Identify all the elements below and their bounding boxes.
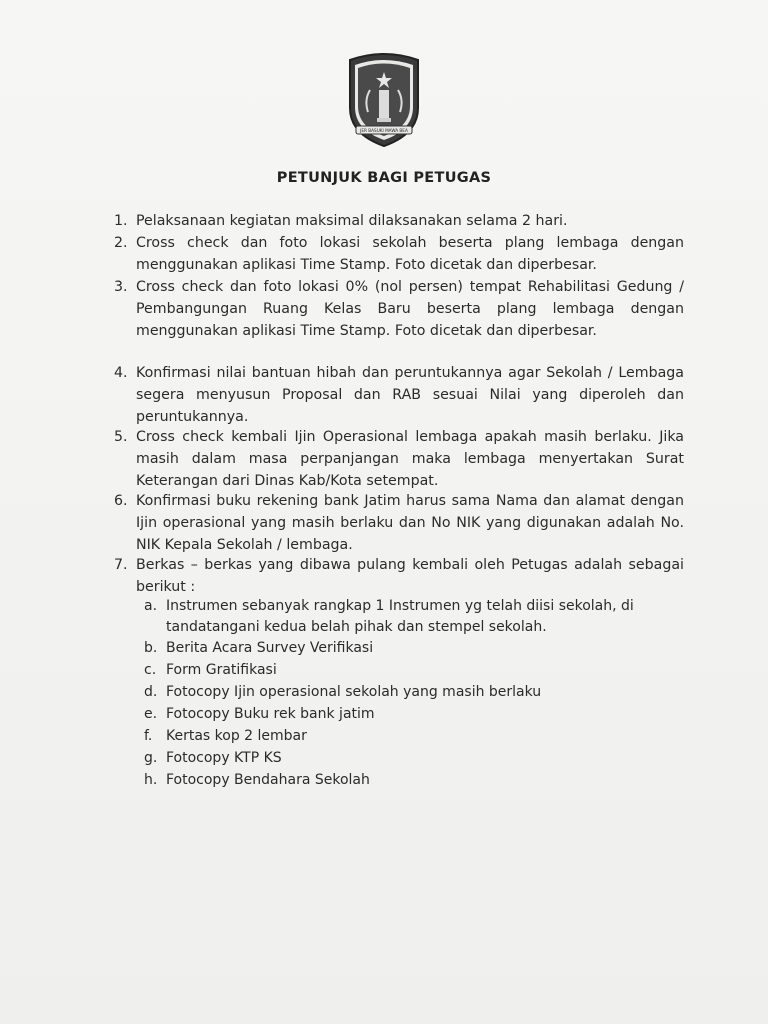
item-text: Cross check kembali Ijin Operasional lembaga apakah masih berlaku. Jika masih dalam masa perpanjangan maka lembaga menyertakan Surat Keterangan dari Dinas Kab/Kota setempat.	[136, 429, 684, 489]
item-number: 5.	[114, 429, 128, 445]
east-java-emblem-icon	[340, 50, 428, 150]
item-text: Berkas – berkas yang dibawa pulang kembali oleh Petugas adalah sebagai berikut :	[136, 557, 684, 595]
item-number: 4.	[114, 365, 128, 381]
sublist-item	[144, 638, 704, 659]
subitem-letter: b.	[144, 640, 158, 656]
sublist-item	[144, 748, 704, 769]
sublist-item	[144, 726, 704, 747]
sublist-item	[144, 704, 704, 725]
item-text: Pelaksanaan kegiatan maksimal dilaksanakan selama 2 hari.	[136, 213, 568, 229]
sublist-item	[144, 682, 704, 703]
list-item	[114, 426, 684, 492]
subitem-letter: f.	[144, 728, 153, 744]
subitem-letter: g.	[144, 750, 158, 766]
item-number: 6.	[114, 493, 128, 509]
list-item	[114, 210, 684, 232]
sublist-item	[144, 596, 704, 638]
item-number: 1.	[114, 213, 128, 229]
list-item	[114, 554, 684, 598]
subitem-text: Fotocopy Ijin operasional sekolah yang masih berlaku	[166, 684, 542, 700]
item-number: 2.	[114, 235, 128, 251]
item-text: Cross check dan foto lokasi 0% (nol persen) tempat Rehabilitasi Gedung / Pembangungan Ruang Kelas Baru beserta plang lembaga dengan menggunakan aplikasi Time Stamp. Foto dicetak dan diperbesar.	[136, 279, 684, 339]
subitem-text: Fotocopy Bendahara Sekolah	[166, 772, 370, 788]
subitem-letter: h.	[144, 772, 158, 788]
subitem-text: Form Gratifikasi	[166, 662, 277, 678]
subitem-letter: a.	[144, 598, 158, 614]
subitem-text: Kertas kop 2 lembar	[166, 728, 307, 744]
sublist-item	[144, 770, 704, 791]
svg-text:JER BASUKI MAWA BEA: JER BASUKI MAWA BEA	[360, 128, 408, 133]
subitem-text: Fotocopy Buku rek bank jatim	[166, 706, 375, 722]
subitem-text: Fotocopy KTP KS	[166, 750, 282, 766]
subitem-letter: e.	[144, 706, 158, 722]
item-number: 7.	[114, 557, 128, 573]
item-text: Cross check dan foto lokasi sekolah beserta plang lembaga dengan menggunakan aplikasi Time Stamp. Foto dicetak dan diperbesar.	[136, 235, 684, 273]
list-item	[114, 490, 684, 556]
subitem-letter: d.	[144, 684, 158, 700]
document-title: PETUNJUK BAGI PETUGAS	[276, 170, 492, 186]
subitem-text: Berita Acara Survey Verifikasi	[166, 640, 374, 656]
subitem-text: Instrumen sebanyak rangkap 1 Instrumen yg telah diisi sekolah, di tandatangani kedua belah pihak dan stempel sekolah.	[166, 598, 634, 635]
list-item	[114, 362, 684, 428]
list-item	[114, 232, 684, 276]
list-item	[114, 276, 684, 342]
item-text: Konfirmasi buku rekening bank Jatim harus sama Nama dan alamat dengan Ijin operasional yang masih berlaku dan No NIK yang digunakan adalah No. NIK Kepala Sekolah / lembaga.	[136, 493, 684, 553]
sublist-item	[144, 660, 704, 681]
item-text: Konfirmasi nilai bantuan hibah dan peruntukannya agar Sekolah / Lembaga segera menyusun Proposal dan RAB sesuai Nilai yang diperoleh dan peruntukannya.	[136, 365, 684, 425]
item-number: 3.	[114, 279, 128, 295]
subitem-letter: c.	[144, 662, 157, 678]
